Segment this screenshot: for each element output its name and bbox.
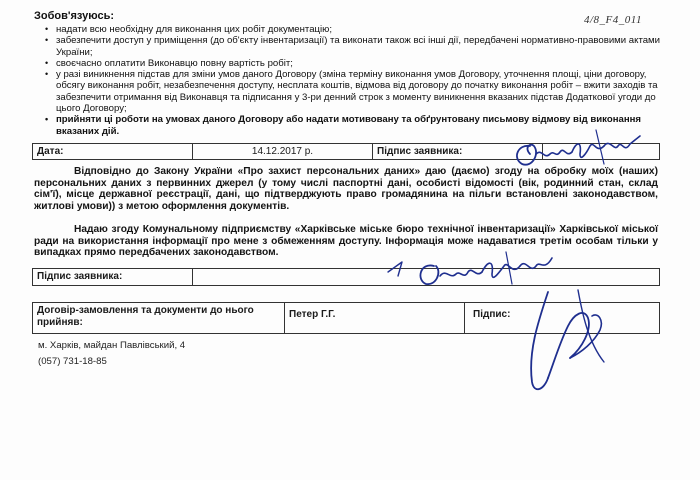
contract-received-row bbox=[32, 302, 660, 334]
document-code: 4/8_F4_011 bbox=[584, 14, 642, 26]
obligation-item: • забезпечити доступ у приміщення (до об'єкту інвентаризації) та виконати також всі інші дії, передбачені нормативно-правовими актами України; bbox=[44, 35, 664, 58]
obligation-item: • у разі виникнення підстав для зміни умов даного Договору (зміна терміну виконання умов Договору, уточнення площі, ціни договору, обсягу виконання робіт, незабезпечення доступу, несплата коштів, відмова від договору до початку виконання робіт – вжити заходів та забезпечити отримання від Виконавця та підписання у 3-ри денний строк з моменту виникнення вказаних підстав Додаткової угоди до цього Договору; bbox=[44, 69, 664, 114]
applicant-signature-label: Підпис заявника: bbox=[373, 144, 543, 159]
receiver-signature bbox=[508, 282, 618, 402]
obligations-list bbox=[44, 24, 664, 137]
date-signature-row bbox=[32, 143, 660, 160]
applicant-signature-field[interactable] bbox=[543, 144, 659, 159]
applicant-signature-label-2: Підпис заявника: bbox=[33, 269, 193, 285]
receiver-name: Петер Г.Г. bbox=[285, 303, 465, 333]
applicant-signature-row bbox=[32, 268, 660, 286]
receiver-signature-label: Підпис: bbox=[473, 309, 511, 320]
date-value: 14.12.2017 р. bbox=[193, 144, 373, 159]
contract-received-label: Договір-замовлення та документи до нього прийняв: bbox=[33, 303, 285, 333]
obligation-item: • надати всю необхідну для виконання цих робіт документацію; bbox=[44, 24, 664, 35]
obligation-item: • своєчасно оплатити Виконавцю повну вартість робіт; bbox=[44, 58, 664, 69]
date-label: Дата: bbox=[33, 144, 193, 159]
information-use-consent-text: Надаю згоду Комунальному підприємству «Харківське міське бюро технічної інвентаризації» Харківської міської ради на використання інформації про мене з обмеженням доступу. Інформація може надаватися третім особам тільки у випадках прямо передбачених законодавством. bbox=[34, 224, 658, 259]
applicant-signature-field-2[interactable] bbox=[193, 269, 659, 285]
personal-data-consent-text: Відповідно до Закону України «Про захист персональних даних» даю (даємо) згоду на обробку моїх (наших) персональних даних з первинних джерел (у тому числі паспортні дані, особисті відомості (вік, родинний стан, склад сім'ї), місце державної реєстрації, дані, що підтверджують право громадянина на пільги встановлені законодавством, житлові умови)) з метою оформлення документів. bbox=[34, 166, 658, 212]
obligation-item: • прийняти ці роботи на умовах даного Договору або надати мотивовану та обґрунтовану письмову відмову від виконання вказаних дій. bbox=[44, 114, 664, 137]
office-address: м. Харків, майдан Павлівський, 4 bbox=[38, 340, 186, 351]
obligations-heading: Зобов'язуюсь: bbox=[34, 10, 115, 22]
office-phone: (057) 731-18-85 bbox=[38, 356, 107, 367]
